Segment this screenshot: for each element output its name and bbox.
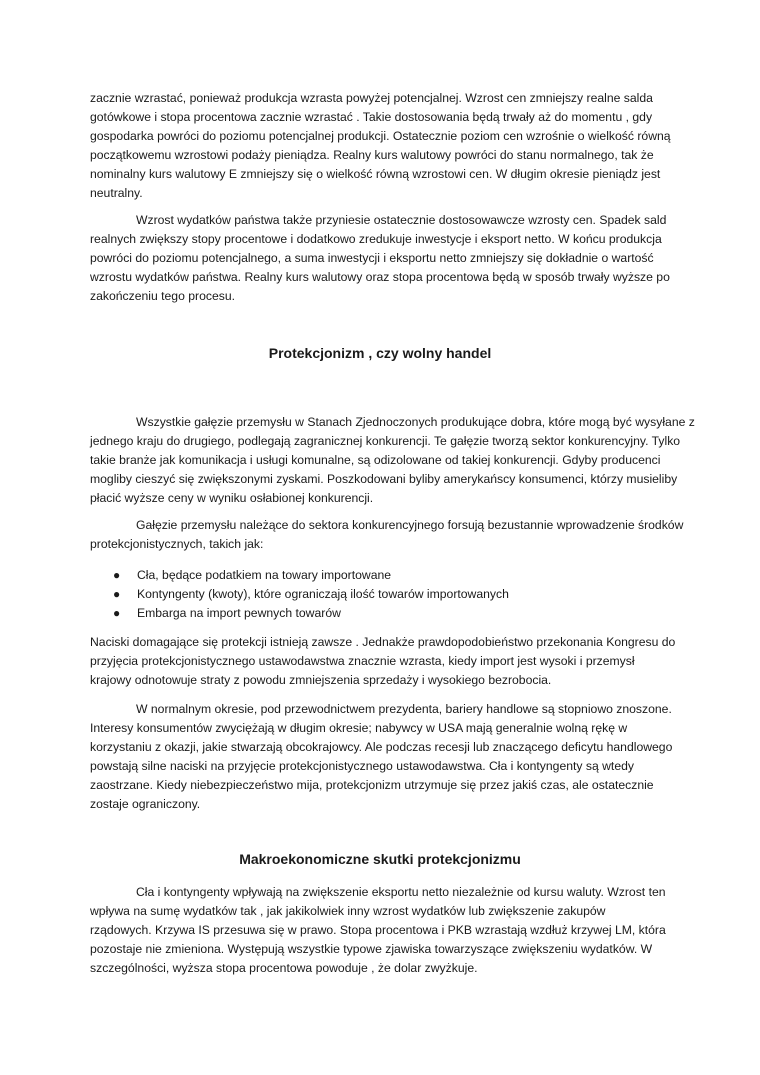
- section-heading-macroeconomic-effects: Makroekonomiczne skutki protekcjonizmu: [239, 851, 521, 867]
- text-line: płacić wyższe ceny w wyniku osłabionej konkurencji.: [90, 491, 374, 505]
- text-line: Cła i kontyngenty wpływają na zwiększenie eksportu netto niezależnie od kursu waluty. Wzrost ten: [136, 885, 666, 899]
- text-line: mogliby cieszyć się zwiększonymi zyskami. Poszkodowani byliby amerykańscy konsumenci, którzy musieliby: [90, 472, 678, 486]
- text-line: nominalny kurs walutowy E zmniejszy się o wielkość równą wzrostowi cen. W długim okresie pieniądz jest: [90, 167, 661, 181]
- text-line: W normalnym okresie, pod przewodnictwem prezydenta, bariery handlowe są stopniowo znoszone.: [136, 702, 672, 716]
- text-line: gotówkowe i stopa procentowa zacznie wzrastać . Takie dostosowania będą trwały aż do momentu , gdy: [90, 110, 653, 124]
- text-line: powróci do poziomu potencjalnego, a suma inwestycji i eksportu netto zmniejszy się dokładnie o wartość: [90, 251, 654, 265]
- bullet-icon: ●: [113, 606, 121, 620]
- section-heading-protectionism: Protekcjonizm , czy wolny handel: [268, 345, 492, 361]
- list-item-text: Kontyngenty (kwoty), które ograniczają ilość towarów importowanych: [137, 587, 509, 601]
- text-line: szczególności, wyższa stopa procentowa powoduje , że dolar zwyżkuje.: [90, 961, 478, 975]
- text-line: Wzrost wydatków państwa także przyniesie ostatecznie dostosowawcze wzrosty cen. Spadek sald: [136, 213, 667, 227]
- text-line: wzrostu wydatków państwa. Realny kurs walutowy oraz stopa procentowa będą w sposób trwały wyższe po: [90, 270, 670, 284]
- text-line: zacznie wzrastać, ponieważ produkcja wzrasta powyżej potencjalnej. Wzrost cen zmniejszy realne salda: [90, 91, 653, 105]
- bullet-icon: ●: [113, 568, 121, 582]
- list-item-text: Embarga na import pewnych towarów: [137, 606, 341, 620]
- text-line: rządowych. Krzywa IS przesuwa się w prawo. Stopa procentowa i PKB wzrastają wzdłuż krzywej LM, która: [90, 923, 666, 937]
- text-line: takie branże jak komunikacja i usługi komunalne, są odizolowane od takiej konkurencji. Gdyby producenci: [90, 453, 661, 467]
- text-line: Naciski domagające się protekcji istnieją zawsze . Jednakże prawdopodobieństwo przekonania Kongresu do: [90, 635, 676, 649]
- list-item-text: Cła, będące podatkiem na towary importowane: [137, 568, 392, 582]
- text-line: przyjęcia protekcjonistycznego ustawodawstwa znacznie wzrasta, kiedy import jest wysoki i przemysł: [90, 654, 635, 668]
- text-line: Wszystkie gałęzie przemysłu w Stanach Zjednoczonych produkujące dobra, które mogą być wysyłane z: [136, 415, 695, 429]
- text-line: zostaje ograniczony.: [90, 797, 201, 811]
- text-line: Interesy konsumentów zwyciężają w długim okresie; nabywcy w USA mają generalnie wolną rękę w: [90, 721, 628, 735]
- text-line: protekcjonistycznych, takich jak:: [90, 537, 264, 551]
- text-line: początkowemu wzrostowi podaży pieniądza. Realny kurs walutowy powróci do stanu normalnego, tak że: [90, 148, 654, 162]
- text-line: wpływa na sumę wydatków tak , jak jakikolwiek inny wzrost wydatków lub zwiększenie zakupów: [90, 904, 606, 918]
- text-line: jednego kraju do drugiego, podlegają zagranicznej konkurencji. Te gałęzie tworzą sektor konkurencyjny. Tylko: [90, 434, 681, 448]
- text-line: Gałęzie przemysłu należące do sektora konkurencyjnego forsują bezustannie wprowadzenie środków: [136, 518, 684, 532]
- text-line: realnych zwiększy stopy procentowe i dodatkowo zredukuje inwestycje i eksport netto. W końcu produkcja: [90, 232, 662, 246]
- text-line: zakończeniu tego procesu.: [90, 289, 235, 303]
- text-line: neutralny.: [90, 186, 143, 200]
- text-line: krajowy odnotowuje straty z powodu zmniejszenia sprzedaży i wysokiego bezrobocia.: [90, 673, 552, 687]
- text-line: pozostaje nie zmieniona. Występują wszystkie typowe zjawiska towarzyszące zwiększeniu wydatków. W: [90, 942, 653, 956]
- text-line: gospodarka powróci do poziomu potencjalnej produkcji. Ostatecznie poziom cen wzrośnie o wielkość równą: [90, 129, 671, 143]
- text-line: powstają silne naciski na przyjęcie protekcjonistycznego ustawodawstwa. Cła i kontyngenty są wtedy: [90, 759, 634, 773]
- bullet-icon: ●: [113, 587, 121, 601]
- text-line: zaostrzane. Kiedy niebezpieczeństwo mija, protekcjonizm utrzymuje się przez jakiś czas, ale ostatecznie: [90, 778, 654, 792]
- text-line: korzystaniu z okazji, jakie stwarzają obcokrajowcy. Ale podczas recesji lub znaczącego deficytu handlowego: [90, 740, 673, 754]
